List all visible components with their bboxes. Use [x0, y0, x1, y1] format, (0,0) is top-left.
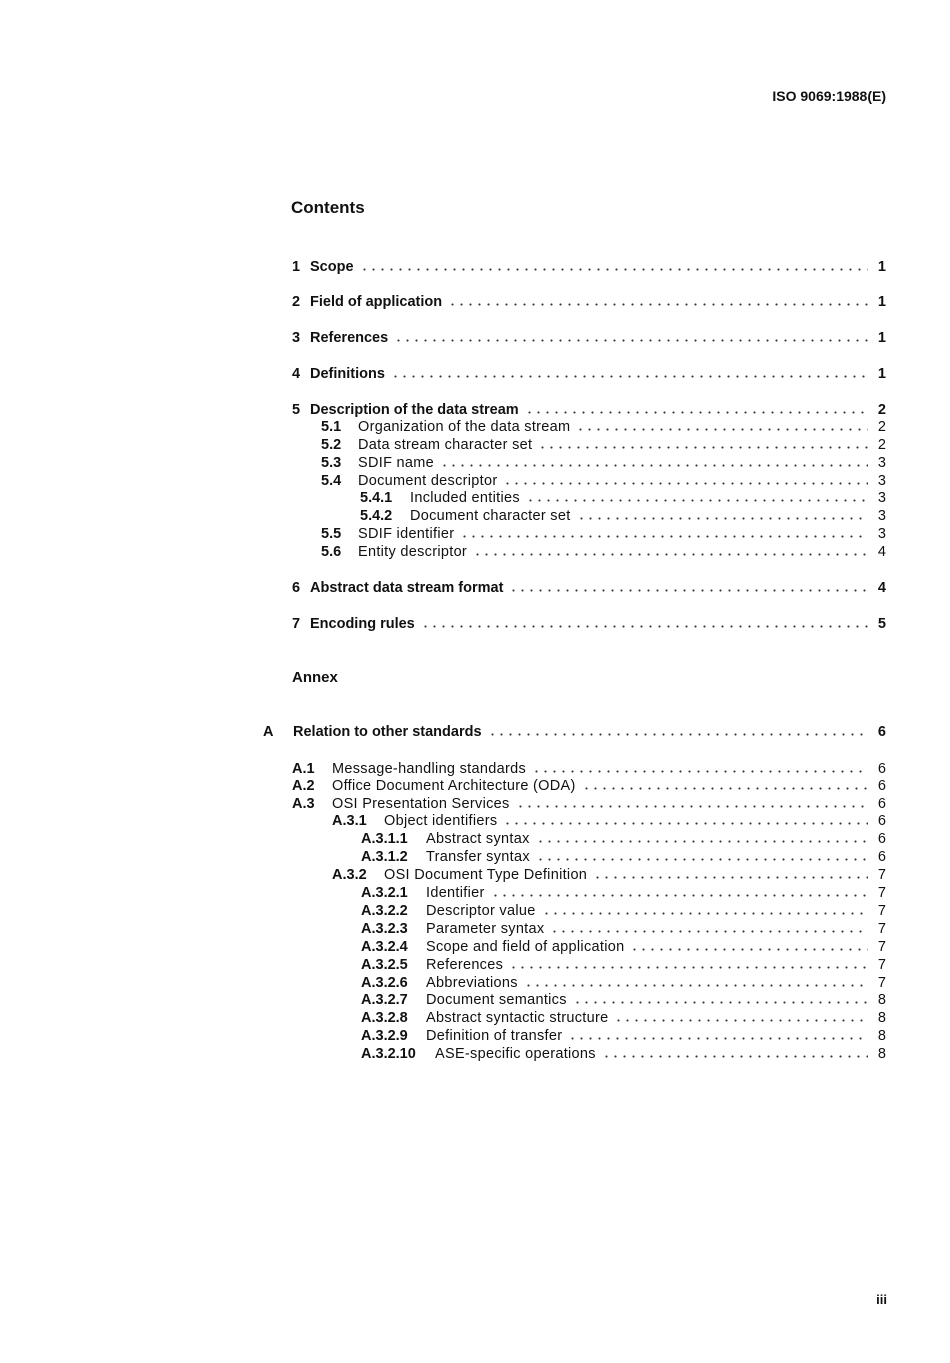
toc-entry-page: 1 [877, 294, 886, 310]
toc-entry-number: 5.4.2 [360, 508, 393, 524]
dot-leader [526, 499, 868, 502]
toc-entry [361, 1027, 886, 1045]
toc-entry-title: Scope and field of application [426, 939, 625, 955]
dot-leader [360, 268, 868, 271]
toc-entry-page: 7 [877, 975, 886, 991]
dot-leader [532, 770, 868, 773]
toc-entry-title: Definition of transfer [426, 1028, 563, 1044]
toc-entry-number: A.3.2.4 [361, 939, 408, 955]
dot-leader [536, 858, 868, 861]
toc-entry-page: 1 [877, 259, 886, 275]
toc-entry [263, 723, 886, 741]
dot-leader [421, 625, 868, 628]
dot-leader [573, 1001, 868, 1004]
dot-leader [602, 1055, 868, 1058]
toc-entry-title: Object identifiers [384, 813, 498, 829]
toc-entry-page: 8 [877, 1028, 886, 1044]
toc-entry-page: 7 [877, 885, 886, 901]
dot-leader [577, 517, 868, 520]
toc-entry-number: 5.1 [321, 419, 342, 435]
toc-entry [292, 401, 886, 419]
toc-entry-number: 5.2 [321, 437, 342, 453]
toc-entry-number: A.3.2.1 [361, 885, 408, 901]
toc-entry-number: A.3.2.3 [361, 921, 408, 937]
toc-entry-number: A.3.2.2 [361, 903, 408, 919]
toc-entry-title: Description of the data stream [310, 402, 519, 418]
toc-entry [360, 489, 886, 507]
dot-leader [488, 733, 868, 736]
toc-entry-page: 6 [877, 796, 886, 812]
toc-entry-title: Document semantics [426, 992, 567, 1008]
dot-leader [542, 912, 868, 915]
toc-entry-page: 8 [877, 1046, 886, 1062]
toc-entry-title: SDIF name [358, 455, 435, 471]
toc-entry [292, 579, 886, 597]
dot-leader [614, 1019, 868, 1022]
toc-entry-title: Abstract syntactic structure [426, 1010, 609, 1026]
toc-entry-number: 5.4.1 [360, 490, 393, 506]
toc-entry [321, 543, 886, 561]
dot-leader [524, 984, 868, 987]
dot-leader [503, 482, 868, 485]
toc-entry-page: 6 [877, 778, 886, 794]
toc-entry [361, 956, 886, 974]
dot-leader [630, 948, 868, 951]
toc-entry-title: Parameter syntax [426, 921, 545, 937]
dot-leader [460, 535, 868, 538]
dot-leader [440, 464, 868, 467]
toc-entry [292, 760, 886, 778]
toc-entry-number: 2 [292, 294, 301, 310]
dot-leader [576, 428, 868, 431]
toc-entry [321, 472, 886, 490]
toc-entry-page: 3 [877, 455, 886, 471]
toc-entry-page: 6 [877, 849, 886, 865]
toc-entry-page: 8 [877, 992, 886, 1008]
toc-entry [360, 507, 886, 525]
dot-leader [536, 840, 868, 843]
toc-entry-number: 7 [292, 616, 301, 632]
toc-entry-page: 2 [877, 402, 886, 418]
dot-leader [516, 805, 868, 808]
document-identifier: ISO 9069:1988(E) [772, 88, 886, 104]
toc-entry [332, 812, 886, 830]
toc-entry [321, 436, 886, 454]
toc-entry [361, 830, 886, 848]
dot-leader [582, 787, 868, 790]
toc-entry [332, 866, 886, 884]
toc-entry [292, 795, 886, 813]
toc-entry [361, 938, 886, 956]
toc-entry-page: 3 [877, 508, 886, 524]
toc-entry [292, 329, 886, 347]
contents-heading: Contents [291, 198, 365, 217]
toc-entry-number: A.3.2.9 [361, 1028, 408, 1044]
toc-entry [292, 615, 886, 633]
dot-leader [491, 894, 868, 897]
toc-entry-number: 6 [292, 580, 301, 596]
toc-entry-page: 7 [877, 939, 886, 955]
toc-entry-number: 5.4 [321, 473, 342, 489]
toc-entry-number: A.3.2.7 [361, 992, 408, 1008]
toc-entry-number: A.3.1.1 [361, 831, 408, 847]
toc-entry-page: 7 [877, 903, 886, 919]
toc-entry-page: 4 [877, 580, 886, 596]
toc-entry-title: Document descriptor [358, 473, 498, 489]
toc-entry-page: 1 [877, 366, 886, 382]
toc-entry-page: 6 [877, 813, 886, 829]
dot-leader [509, 589, 868, 592]
dot-leader [394, 339, 868, 342]
toc-entry-number: A.1 [292, 761, 315, 777]
toc-entry-number: A.3.1 [332, 813, 367, 829]
toc-entry [292, 777, 886, 795]
toc-entry [361, 1009, 886, 1027]
annex-heading: Annex [292, 669, 338, 686]
dot-leader [568, 1037, 868, 1040]
toc-entry-title: Data stream character set [358, 437, 533, 453]
toc-entry-number: A [263, 724, 274, 740]
toc-entry-title: References [310, 330, 389, 346]
toc-entry-title: Identifier [426, 885, 485, 901]
toc-entry-title: Organization of the data stream [358, 419, 571, 435]
toc-entry [292, 293, 886, 311]
toc-entry-title: ASE-specific operations [435, 1046, 596, 1062]
toc-entry-number: A.3 [292, 796, 315, 812]
toc-entry-title: References [426, 957, 504, 973]
toc-entry-page: 7 [877, 957, 886, 973]
toc-entry-title: Included entities [410, 490, 520, 506]
toc-entry-page: 3 [877, 490, 886, 506]
toc-entry-page: 3 [877, 473, 886, 489]
toc-entry-number: 5 [292, 402, 301, 418]
toc-entry [361, 884, 886, 902]
toc-entry-title: Transfer syntax [426, 849, 530, 865]
toc-entry-number: A.3.2.10 [361, 1046, 416, 1062]
toc-entry-page: 5 [877, 616, 886, 632]
toc-entry [361, 902, 886, 920]
toc-entry [361, 920, 886, 938]
dot-leader [538, 446, 868, 449]
toc-entry-number: A.3.2 [332, 867, 367, 883]
toc-entry [361, 1045, 886, 1063]
toc-entry [321, 418, 886, 436]
toc-entry-page: 7 [877, 921, 886, 937]
toc-entry [361, 991, 886, 1009]
toc-entry-title: SDIF identifier [358, 526, 455, 542]
toc-entry-number: 4 [292, 366, 301, 382]
toc-entry-number: A.2 [292, 778, 315, 794]
toc-entry-title: Scope [310, 259, 354, 275]
toc-entry-number: 5.5 [321, 526, 342, 542]
toc-entry-title: Abstract syntax [426, 831, 530, 847]
toc-entry [321, 454, 886, 472]
toc-entry-title: Descriptor value [426, 903, 536, 919]
toc-entry-page: 4 [877, 544, 886, 560]
toc-entry-title: Entity descriptor [358, 544, 468, 560]
toc-entry-page: 8 [877, 1010, 886, 1026]
toc-entry-title: Relation to other standards [293, 724, 482, 740]
toc-entry-page: 1 [877, 330, 886, 346]
dot-leader [473, 553, 868, 556]
toc-entry-title: Office Document Architecture (ODA) [332, 778, 576, 794]
toc-entry-number: A.3.2.8 [361, 1010, 408, 1026]
toc-entry [361, 974, 886, 992]
toc-entry-title: Abbreviations [426, 975, 518, 991]
toc-entry-title: Abstract data stream format [310, 580, 504, 596]
toc-entry-page: 3 [877, 526, 886, 542]
toc-entry-number: 5.3 [321, 455, 342, 471]
toc-entry-page: 2 [877, 437, 886, 453]
toc-entry-title: Encoding rules [310, 616, 415, 632]
toc-entry-number: A.3.2.6 [361, 975, 408, 991]
toc-entry-title: Document character set [410, 508, 571, 524]
toc-entry-number: A.3.2.5 [361, 957, 408, 973]
toc-entry-number: A.3.1.2 [361, 849, 408, 865]
toc-entry-page: 6 [877, 831, 886, 847]
toc-entry-page: 7 [877, 867, 886, 883]
toc-entry-number: 1 [292, 259, 301, 275]
toc-entry-page: 2 [877, 419, 886, 435]
toc-entry [292, 258, 886, 276]
toc-entry-title: OSI Presentation Services [332, 796, 510, 812]
dot-leader [509, 966, 868, 969]
page-number: iii [876, 1292, 887, 1307]
toc-entry [361, 848, 886, 866]
toc-entry-title: Field of application [310, 294, 443, 310]
dot-leader [525, 411, 868, 414]
dot-leader [391, 375, 868, 378]
dot-leader [448, 303, 868, 306]
toc-entry-title: OSI Document Type Definition [384, 867, 588, 883]
toc-entry-page: 6 [877, 724, 886, 740]
toc-entry-number: 5.6 [321, 544, 342, 560]
toc-entry-title: Definitions [310, 366, 385, 382]
dot-leader [593, 876, 868, 879]
dot-leader [550, 930, 868, 933]
toc-entry [292, 365, 886, 383]
toc-entry-page: 6 [877, 761, 886, 777]
toc-entry-number: 3 [292, 330, 301, 346]
toc-entry [321, 525, 886, 543]
toc-entry-title: Message-handling standards [332, 761, 526, 777]
dot-leader [503, 822, 868, 825]
